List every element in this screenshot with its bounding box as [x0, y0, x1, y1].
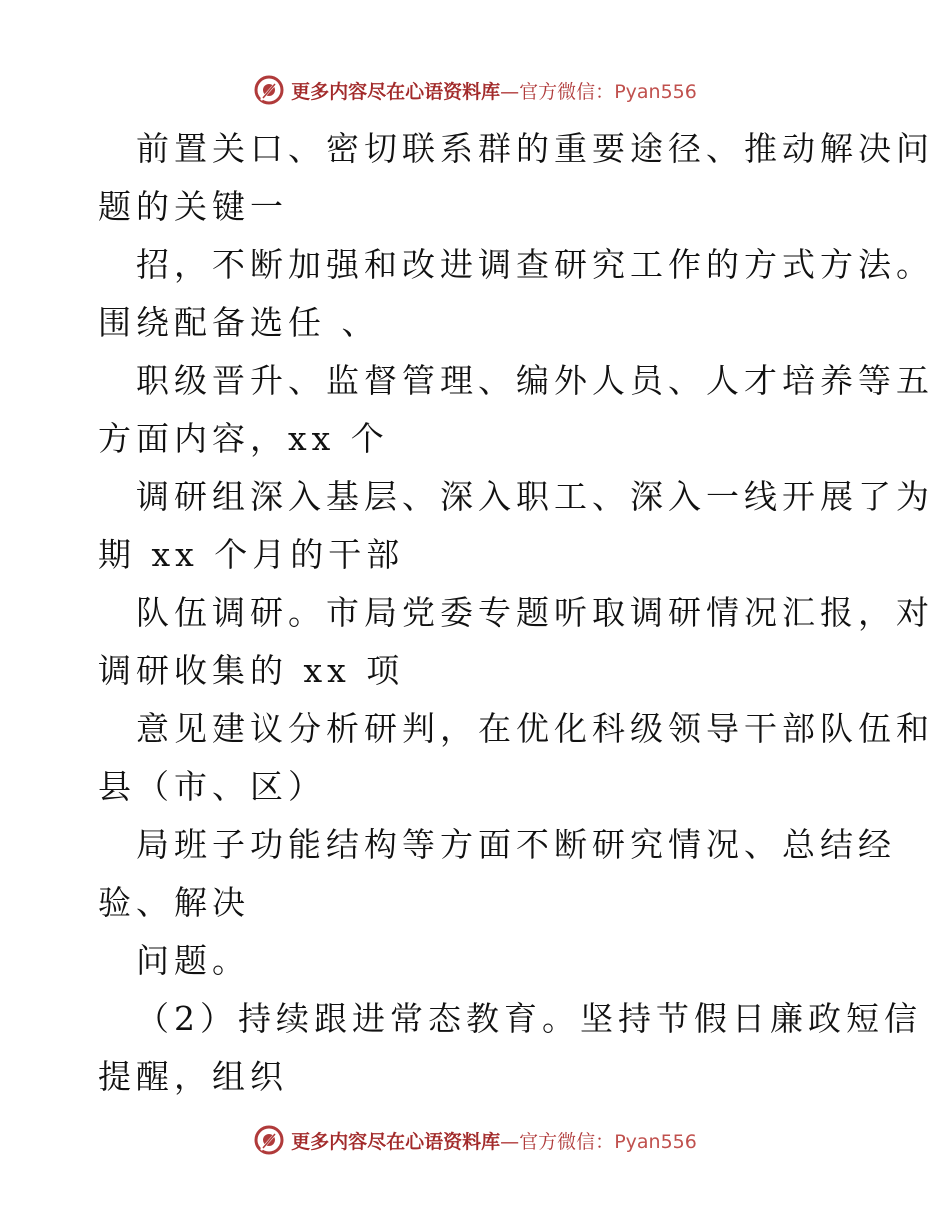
- footer-brand-text: 更多内容尽在心语资料库: [291, 1130, 501, 1153]
- text-line: 调研收集的 xx 项: [98, 651, 405, 690]
- header-wechat-id: Pyan556: [614, 80, 697, 103]
- text-line: 方面内容，xx 个: [98, 419, 389, 458]
- text-line: 题的关键一: [98, 187, 288, 226]
- text-line: 围绕配备选任 、: [98, 303, 380, 342]
- brand-logo-icon: [253, 74, 285, 106]
- brand-logo-icon: [253, 1124, 285, 1156]
- text-line: 期 xx 个月的干部: [98, 535, 405, 574]
- footer-separator: —: [500, 1130, 520, 1153]
- text-line: 调研组深入基层、深入职工、深入一线开展了为: [136, 477, 934, 516]
- text-line: 招，不断加强和改进调查研究工作的方式方法。: [136, 245, 934, 284]
- text-line: 县（市、区）: [98, 767, 326, 806]
- text-line: 前置关口、密切联系群的重要途径、推动解决问: [136, 129, 934, 168]
- header-wechat-label: 官方微信：: [519, 80, 615, 103]
- text-line: 职级晋升、监督管理、编外人员、人才培养等五: [136, 361, 934, 400]
- header-separator: —: [500, 80, 520, 103]
- header-banner-text: [291, 77, 697, 104]
- document-body: [98, 120, 934, 1106]
- text-line: 意见建议分析研判，在优化科级领导干部队伍和: [136, 709, 934, 748]
- footer-banner-text: [291, 1127, 697, 1154]
- footer-banner: [0, 1122, 950, 1158]
- footer-wechat-label: 官方微信：: [519, 1130, 615, 1153]
- text-line: 提醒，组织: [98, 1057, 288, 1096]
- header-brand-text: 更多内容尽在心语资料库: [291, 80, 501, 103]
- text-line: 验、解决: [98, 883, 250, 922]
- text-line: 队伍调研。市局党委专题听取调研情况汇报，对: [136, 593, 934, 632]
- text-line: （2）持续跟进常态教育。坚持节假日廉政短信: [136, 999, 922, 1038]
- text-line: 问题。: [136, 941, 250, 980]
- text-line: 局班子功能结构等方面不断研究情况、总结经: [136, 825, 896, 864]
- header-banner: [0, 72, 950, 108]
- footer-wechat-id: Pyan556: [614, 1130, 697, 1153]
